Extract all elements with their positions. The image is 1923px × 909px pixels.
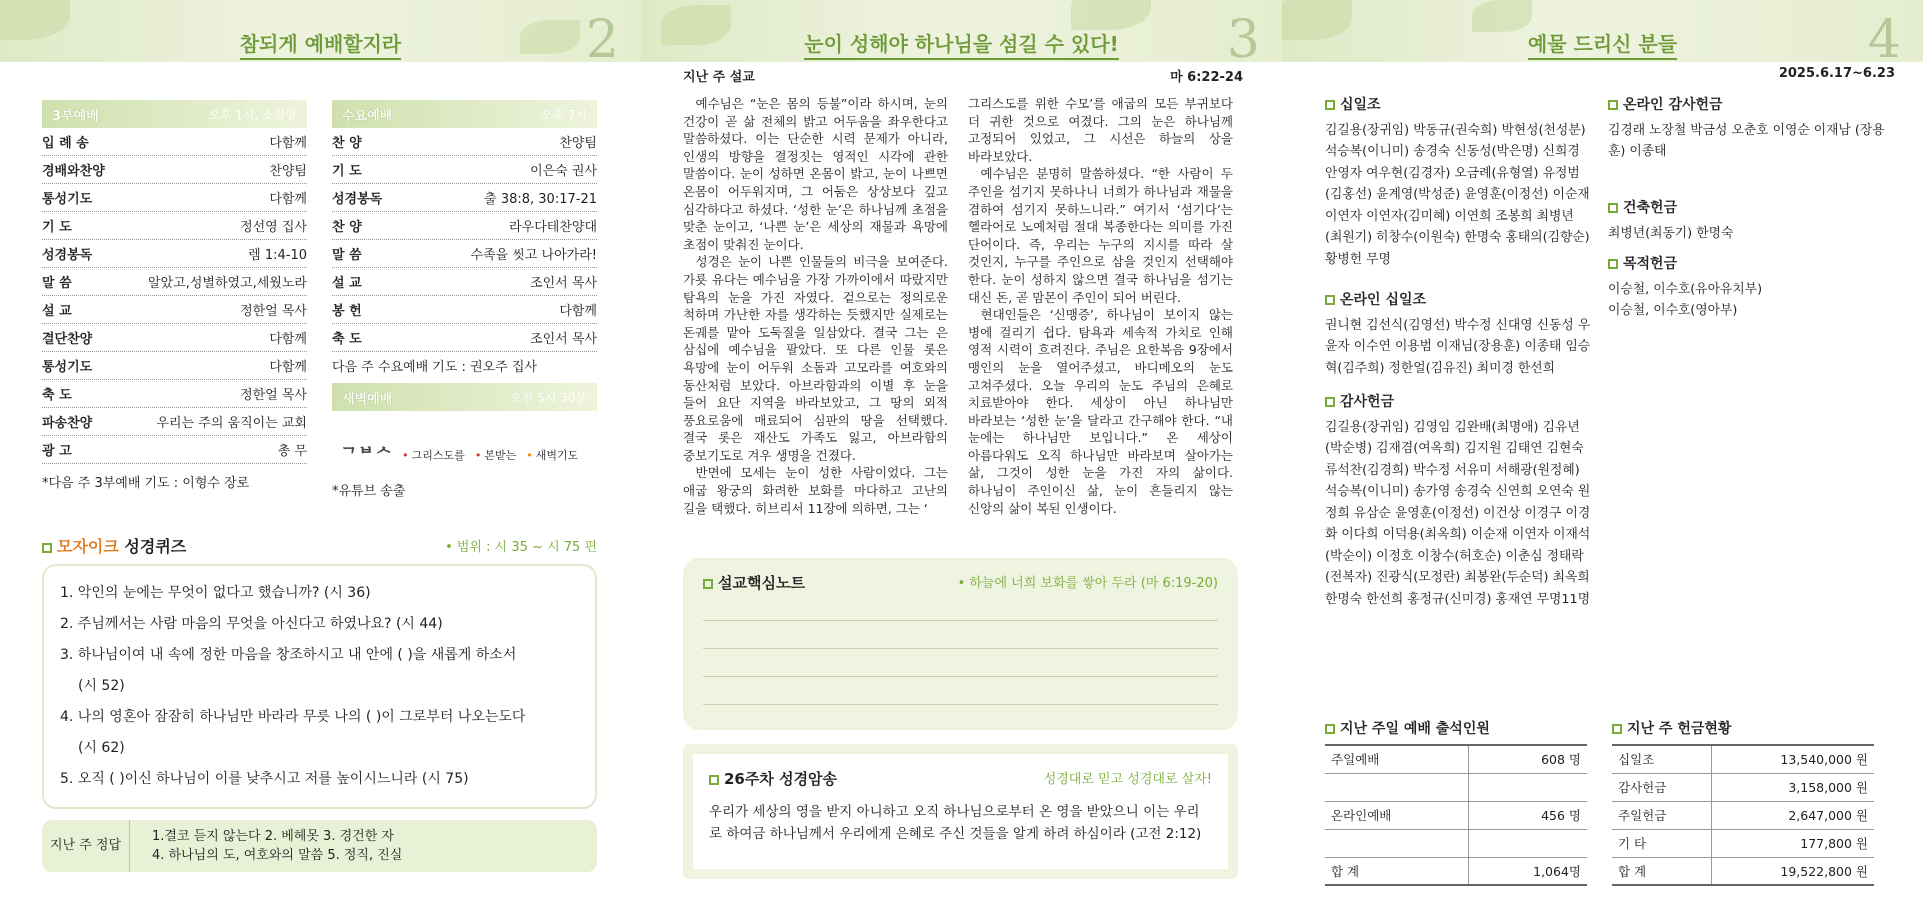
- order-item: 파송찬양: [42, 416, 93, 431]
- order-item: 설 교: [332, 276, 362, 291]
- page-number: 3: [1226, 10, 1260, 70]
- purpose-fund-section: 목적헌금 이승철, 이수호(유아유치부) 이승철, 이수호(영아부): [1608, 256, 1763, 318]
- order-value: 이은숙 권사: [530, 164, 597, 179]
- order-value: 출 38:8, 30:17-21: [484, 192, 597, 207]
- sermon-column-1: 예수님은 “눈은 몸의 등불”이라 하시며, 눈의 건강이 곧 삶 전체의 밝고 어두움을 좌우한다고 말씀하셨다. 이는 단순한 시력 문제가 아니라, 인생의 방향을 결정짓는 영적인 시각에 관한 말씀이다. 눈이 성하면 온몸이 밝고, 눈이 나쁘면 온몸이 어두워지며, 그 어둠은 상상보다 깊고 심각하다고 하셨다. ‘성한 눈’은 하나님께 초점을 맞춘 눈이고, ‘나쁜 눈’은 세상의 재물과 욕망에 초점이 맞춰진 눈이다. 성경은 눈이 나쁜 인물들의 비극을 보여준다. 가룟 유다는 예수님을 가장 가까이에서 따랐지만 탐욕의 눈을 가진 자였다. 겉으로는 정의로운 척하며 가난한 자를 생각하는 듯했지만 실제로는 돈궤를 맡아 도둑질을 일삼았다. 결국 그는 은 삼십에 예수님을 팔았다. 또 다른 인물 롯은 욕망에 눈이 어두워 소돔과 고모라를 여호와의 동산처럼 보았다. 아브라함과의 이별 후 눈을 들어 요단 지역을 바라보았고, 그 땅의 외적 풍요로움에 매료되어 심판의 땅을 선택했다. 결국 롯은 재산도 가족도 잃고, 아브라함의 중보기도로 겨우 생명을 건졌다. 반면에 모세는 눈이 성한 사람이었다. 그는 애굽 왕궁의 화려한 보화를 마다하고 고난의 길을 택했다. 히브리서 11장에 의하면, 그는 ‘: [683, 96, 948, 516]
- service3-table: [42, 100, 307, 491]
- order-value: 찬양팀: [559, 136, 597, 151]
- memory-verse: 26주차 성경암송 성경대로 믿고 성경대로 살자! 우리가 세상의 영을 받지 아니하고 오직 하나님으로부터 온 영을 받았으니 이는 우리로 하여금 하나님께서 우리에게 은혜로 주신 것들을 알게 하려 하심이라 (고전 2:12): [683, 744, 1238, 879]
- order-item: 경배와찬양: [42, 164, 105, 179]
- quiz-q2: 2. 주님께서는 사람 마음의 무엇을 아신다고 하였나요? (시 44): [60, 616, 443, 632]
- order-row: [42, 240, 307, 268]
- service3-header: 3부예배 오후 1시, 소강당: [42, 100, 307, 128]
- order-item: 기 도: [42, 220, 72, 235]
- table-row: 온라인예배 456 명: [1325, 801, 1587, 829]
- order-value: 다함께: [269, 332, 307, 347]
- table-row: 합 계 1,064명: [1325, 857, 1587, 885]
- order-value: 렘 1:4-10: [248, 248, 307, 263]
- table-row: [1325, 773, 1587, 801]
- order-item: 광 고: [42, 444, 72, 459]
- order-row: [332, 324, 597, 352]
- last-week-answers: 지난 주 정답 1.결코 듣지 않는다 2. 베헤못 3. 경건한 자 4. 하나님의 도, 여호와의 말씀 5. 정직, 진실: [42, 820, 597, 872]
- page-title: 눈이 성해야 하나님을 섬길 수 있다!: [641, 28, 1282, 57]
- page-number: 2: [585, 10, 619, 70]
- page-2: [0, 0, 641, 909]
- sermon-column-2: 그리스도를 위한 수모’를 애굽의 모든 부귀보다 더 귀한 것으로 여겼다. 그의 눈은 하나님께 고정되어 있었고, 그 시선은 하늘의 상을 바라보았다. 예수님은 분명히 말씀하셨다. “한 사람이 두 주인을 섬기지 못하나니 너희가 하나님과 재물을 겸하여 섬기지 못하느니라.” 여기서 ‘섬기다’는 헬라어로 노예처럼 절대 복종한다는 의미를 가진 단어이다. 즉, 우리는 누구의 지시를 따라 살 것인지, 누구를 주인으로 삼을 것인지 선택해야 한다. 눈이 성하지 않으면 결국 하나님을 섬기는 대신 돈, 곧 맘몬이 주인이 되어 버린다. 현대인들은 ‘신맹증’, 하나님이 보이지 않는 병에 걸리기 쉽다. 탐욕과 세속적 가치로 인해 영적 시력이 흐려진다. 주님은 요한복음 9장에서 맹인의 눈을 열어주셨고, 바디메오의 눈도 고쳐주셨다. 오늘 우리의 눈도 주님의 은혜로 치료받아야 한다. 세상이 아닌 하나님만 바라보는 ‘성한 눈’을 달라고 간구해야 한다. “내 눈에는 하나님만 보입니다.” 온 세상이 아름다워도 오직 하나님만 바라보며 살아가는 삶, 그것이 성한 눈을 가진 자의 삶이다. 하나님이 주인이신 삶, 눈이 흔들리지 않는 신앙의 삶이 복된 인생이다.: [968, 96, 1233, 516]
- table-row: 감사헌금 3,158,000 원: [1612, 773, 1874, 801]
- table-row: 주일예배 608 명: [1325, 745, 1587, 773]
- order-value: 조인서 목사: [530, 276, 597, 291]
- page-title: 예물 드리신 분들: [1282, 28, 1923, 57]
- wednesday-table: [332, 100, 597, 411]
- online-tithe-section: 온라인 십일조 권니현 김선식(김영선) 박수정 신대영 신동성 우윤자 이수연 이용범 이재님(장용훈) 이종태 임승혁(김주희) 정한얼(김유진) 최미경 한선희: [1325, 292, 1591, 376]
- order-row: [332, 156, 597, 184]
- offering-date: 2025.6.17~6.23: [1778, 66, 1895, 81]
- table-row: 주일헌금 2,647,000 원: [1612, 801, 1874, 829]
- dawn-logo: ᄀᄇᄉ • 그리스도를 • 본받는 • 새벽기도: [340, 446, 579, 467]
- order-value: 라우다테찬양대: [509, 220, 597, 235]
- order-row: [42, 184, 307, 212]
- order-item: 찬 양: [332, 220, 362, 235]
- order-item: 결단찬양: [42, 332, 93, 347]
- order-row: [42, 380, 307, 408]
- order-row: [332, 128, 597, 156]
- order-value: 다함께: [559, 304, 597, 319]
- order-item: 통성기도: [42, 192, 93, 207]
- order-value: 정한얼 목사: [240, 304, 307, 319]
- order-row: [42, 436, 307, 464]
- order-item: 말 씀: [332, 248, 362, 263]
- order-item: 찬 양: [332, 136, 362, 151]
- order-row: [332, 184, 597, 212]
- order-item: 봉 헌: [332, 304, 362, 319]
- online-thanks-section: 온라인 감사헌금 김경래 노장철 박금성 오춘호 이영순 이재남 (장용훈) 이종태: [1608, 97, 1885, 159]
- order-value: 우리는 주의 움직이는 교회: [156, 416, 307, 431]
- order-row: [332, 268, 597, 296]
- quiz-q1: 1. 악인의 눈에는 무엇이 없다고 했습니까? (시 36): [60, 585, 371, 601]
- sermon-header: 지난 주 설교 마 6:22-24: [683, 70, 1243, 85]
- order-row: [332, 296, 597, 324]
- order-item: 통성기도: [42, 360, 93, 375]
- bible-quiz: 모자이크 성경퀴즈 • 범위 : 시 35 ~ 시 75 편 1. 악인의 눈에는 무엇이 없다고 했습니까? (시 36) 2. 주님께서는 사람 마음의 무엇을 아신다고 하였나요? (시 44) 3. 하나님이여 내 속에 정한 마음을 창조하시고 내 안에 ( )을 새롭게 하소서 (시 52) 4. 나의 영혼아 잠잠히 하나님만 바라라 무릇 나의 ( )이 그로부터 나오는도다 (시 62) 5. 오직 ( )이신 하나님이 이를 낮추시고 저를 높이시느니라 (시 75): [42, 532, 597, 809]
- quiz-q5: 5. 오직 ( )이신 하나님이 이를 낮추시고 저를 높이시느니라 (시 75): [60, 771, 469, 787]
- table-row: [1325, 829, 1587, 857]
- order-item: 입 례 송: [42, 136, 89, 151]
- order-row: [42, 324, 307, 352]
- order-value: 찬양팀: [269, 164, 307, 179]
- order-value: 조인서 목사: [530, 332, 597, 347]
- wednesday-note: 다음 주 수요예배 기도 : 권오주 집사: [332, 360, 537, 375]
- dawn-note: *유튜브 송출: [332, 484, 406, 499]
- order-row: [42, 156, 307, 184]
- building-fund-section: 건축헌금 최병년(최동기) 한명숙: [1608, 200, 1734, 241]
- tithe-section: 십일조 김길용(장귀임) 박동규(권숙희) 박현성(천성분) 석승복(이니미) 송경숙 신동성(박은명) 신희경 안영자 여우현(김경자) 오금례(유형열) 유정범 (김홍선) 윤계영(박성준) 윤영훈(이정선) 이순재 이연자 이연자(김미혜) 이연희 조봉희 최병년 (최원기) 히창수(이원숙) 한명숙 홍태의(김향순) 황병헌 무명: [1325, 97, 1590, 267]
- order-row: [42, 296, 307, 324]
- order-row: [332, 240, 597, 268]
- order-item: 성경봉독: [42, 248, 93, 263]
- order-value: 다함께: [269, 136, 307, 151]
- sermon-core-note: 설교핵심노트 • 하늘에 너희 보화를 쌓아 두라 (마 6:19-20): [683, 558, 1238, 730]
- order-row: [42, 212, 307, 240]
- quiz-q3: 3. 하나님이여 내 속에 정한 마음을 창조하시고 내 안에 ( )을 새롭게 하소서: [60, 647, 517, 663]
- service3-note: *다음 주 3부예배 기도 : 이형수 장로: [42, 476, 250, 491]
- order-item: 설 교: [42, 304, 72, 319]
- attendance-table: 지난 주일 예배 출석인원 주일예배 608 명 온라인예배 456 명 합 계 1,064명: [1325, 718, 1587, 886]
- page-number: 4: [1867, 10, 1901, 70]
- order-value: 다함께: [269, 360, 307, 375]
- order-item: 말 씀: [42, 276, 72, 291]
- order-row: [42, 408, 307, 436]
- order-item: 성경봉독: [332, 192, 383, 207]
- wednesday-header: 수요예배 오후 7시: [332, 100, 597, 128]
- order-item: 축 도: [332, 332, 362, 347]
- order-row: [42, 268, 307, 296]
- order-value: 정한얼 목사: [240, 388, 307, 403]
- page-title: 참되게 예배할지라: [0, 28, 641, 57]
- dawn-header: 새벽예배 오전 5시 30분: [332, 383, 597, 411]
- thanks-section: 감사헌금 김길용(장귀임) 김영임 김완배(최명애) 김유년 (박순병) 김재겸(여옥희) 김지원 김태연 김현숙 류석찬(김경희) 박수정 서유미 서해광(원정혜) 석승복(이니미) 송가영 송경숙 신연희 오연숙 원정희 유삼순 윤영훈(이정선) 이건상 이경구 이경화 이다희 이덕용(최옥희) 이순재 이연자 이재석(박순이) 이정호 이창수(허호순) 이춘심 정태락(전복자) 진광식(모정란) 최봉완(두순덕) 최옥희 한명숙 한선희 홍정규(신미경) 홍재연 무명11명: [1325, 394, 1591, 607]
- finance-table: 지난 주 헌금현황 십일조 13,540,000 원 감사헌금 3,158,000 원 주일헌금 2,647,000 원 기 타 177,800 원 합 계 19,522,800 원: [1612, 718, 1874, 886]
- order-value: 다함께: [269, 192, 307, 207]
- quiz-q4: 4. 나의 영혼아 잠잠히 하나님만 바라라 무릇 나의 ( )이 그로부터 나오는도다: [60, 709, 526, 725]
- order-row: [332, 212, 597, 240]
- order-value: 총 무: [277, 444, 307, 459]
- table-row: 기 타 177,800 원: [1612, 829, 1874, 857]
- order-value: 수족을 씻고 나아가라!: [470, 248, 597, 263]
- table-row: 합 계 19,522,800 원: [1612, 857, 1874, 885]
- order-value: 알았고,성별하였고,세웠노라: [148, 276, 307, 291]
- table-row: 십일조 13,540,000 원: [1612, 745, 1874, 773]
- order-item: 축 도: [42, 388, 72, 403]
- order-row: [42, 128, 307, 156]
- order-value: 정선영 집사: [240, 220, 307, 235]
- order-item: 기 도: [332, 164, 362, 179]
- order-row: [42, 352, 307, 380]
